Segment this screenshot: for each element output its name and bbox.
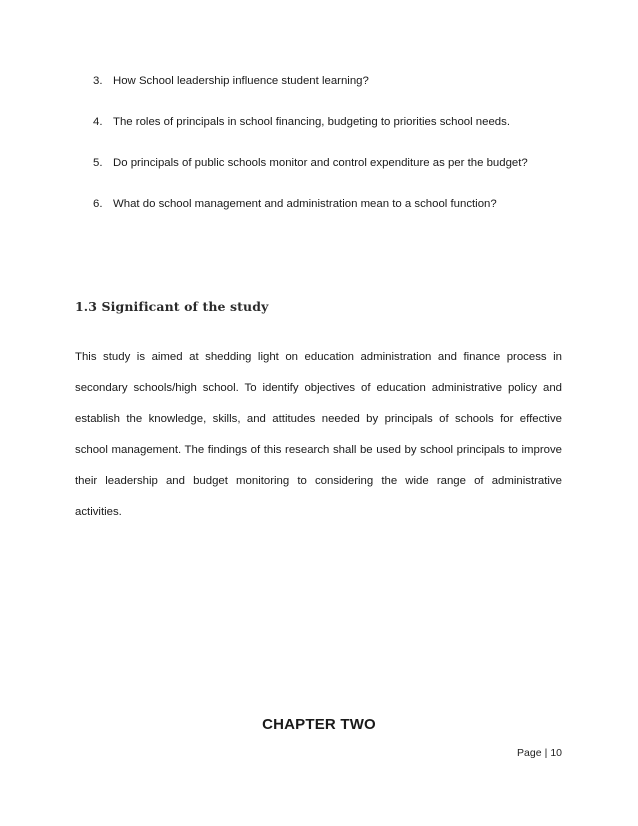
list-item-number: 5.	[93, 157, 103, 169]
paragraph-line: secondary schools/high school. To identify objectives of education administrative policy and	[75, 382, 562, 394]
list-item	[93, 74, 613, 115]
list-item-text: Do principals of public schools monitor and control expenditure as per the budget?	[113, 157, 528, 169]
paragraph-line: establish the knowledge, skills, and attitudes needed by principals of schools for effective	[75, 413, 562, 425]
page-footer	[517, 747, 562, 759]
paragraph-line: This study is aimed at shedding light on education administration and finance process in	[75, 351, 562, 363]
list-item-text: How School leadership influence student learning?	[113, 75, 369, 87]
list-item-number: 3.	[93, 75, 103, 87]
section-heading: 1.3 Significant of the study	[75, 299, 269, 314]
paragraph-line: school management. The findings of this research shall be used by school principals to improve	[75, 444, 562, 456]
research-questions-list	[93, 74, 613, 238]
page-number: 10	[550, 747, 562, 759]
section-paragraph	[75, 350, 562, 536]
list-item-text: What do school management and administration mean to a school function?	[113, 198, 497, 210]
list-item	[93, 197, 613, 238]
paragraph-line: their leadership and budget monitoring to considering the wide range of administrative	[75, 475, 562, 487]
list-item-text: The roles of principals in school financing, budgeting to priorities school needs.	[113, 116, 511, 128]
list-item	[93, 115, 613, 156]
chapter-title: CHAPTER TWO	[262, 716, 376, 733]
list-item-number: 6.	[93, 198, 103, 210]
paragraph-line: activities.	[75, 506, 122, 518]
list-item-number: 4.	[93, 116, 103, 128]
page-label: Page	[517, 747, 542, 759]
list-item	[93, 156, 613, 197]
footer-separator: |	[544, 747, 548, 759]
